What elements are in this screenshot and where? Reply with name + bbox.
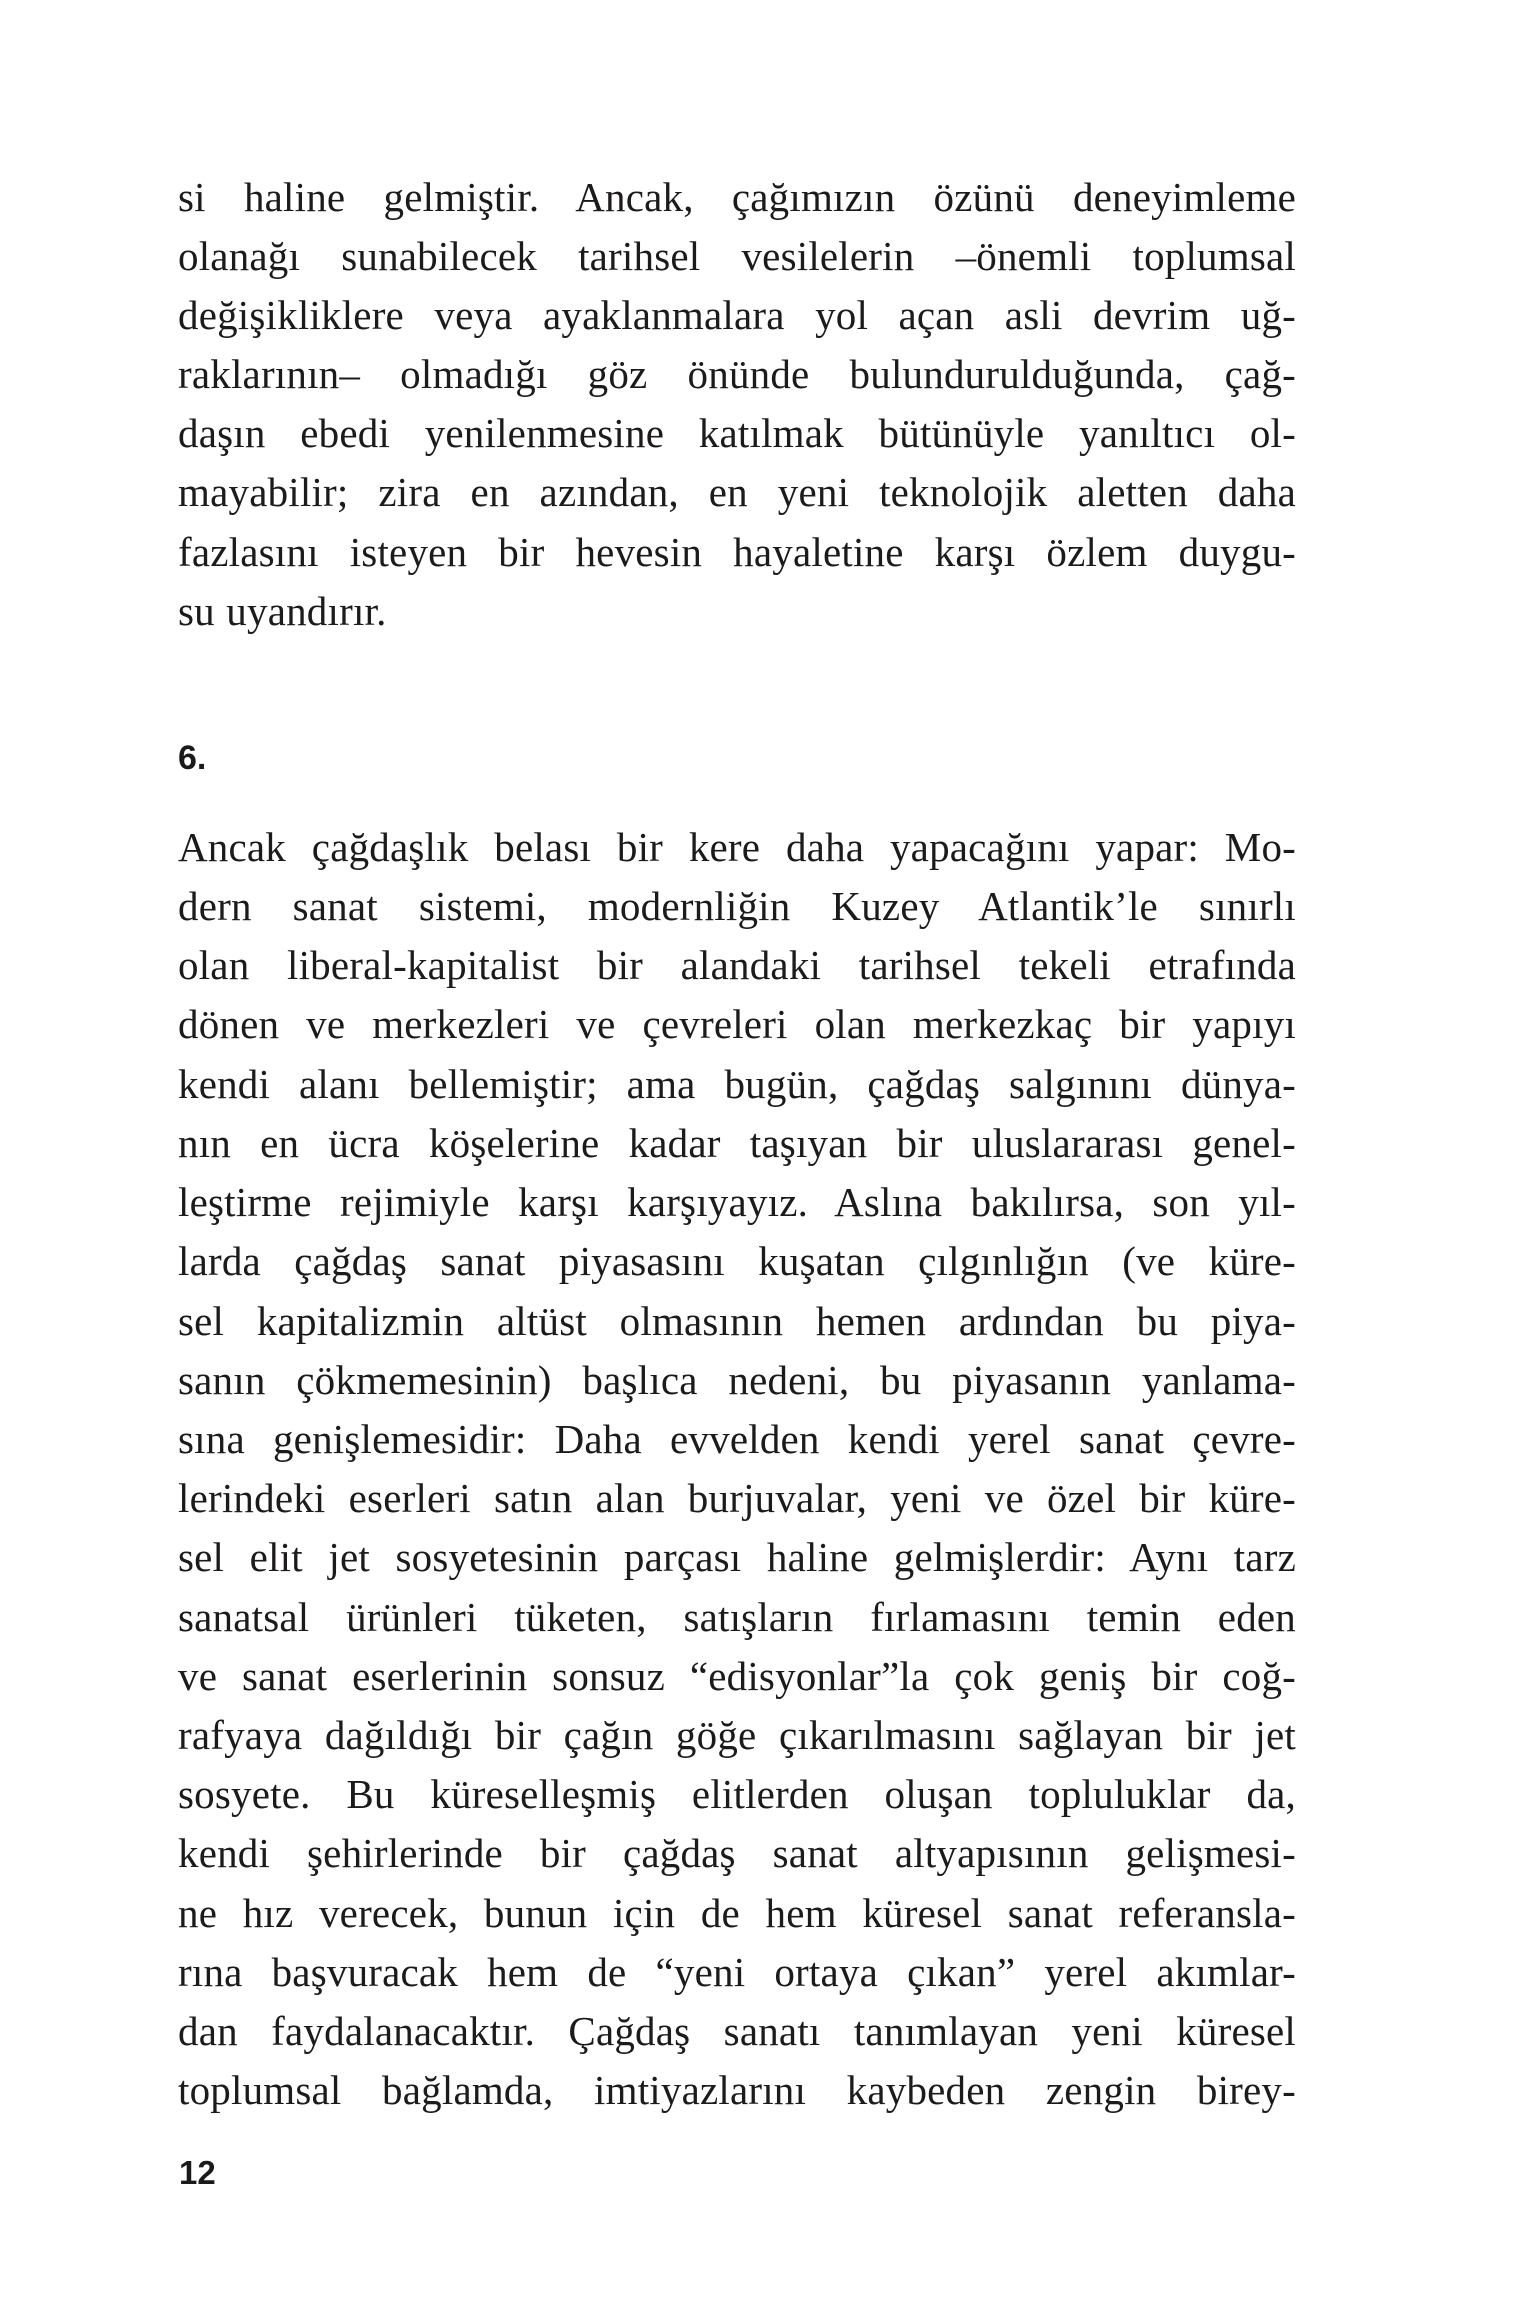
text-line: Ancak çağdaşlık belası bir kere daha yapacağını yapar: Mo- (178, 824, 1296, 870)
text-line: sına genişlemesidir: Daha evvelden kendi yerel sanat çevre- (178, 1416, 1296, 1462)
text-line: mayabilir; zira en azından, en yeni teknolojik aletten daha (178, 469, 1296, 515)
text-line: sanın çökmemesinin) başlıca nedeni, bu piyasanın yanlama- (178, 1357, 1296, 1403)
text-line: nın en ücra köşelerine kadar taşıyan bir uluslararası genel- (178, 1120, 1296, 1166)
text-line: daşın ebedi yenilenmesine katılmak bütünüyle yanıltıcı ol- (178, 410, 1296, 456)
text-line: dern sanat sistemi, modernliğin Kuzey Atlantik’le sınırlı (178, 883, 1296, 929)
text-line: sosyete. Bu küreselleşmiş elitlerden oluşan topluluklar da, (178, 1771, 1296, 1817)
text-line: sel elit jet sosyetesinin parçası haline gelmişlerdir: Aynı tarz (178, 1534, 1296, 1580)
text-line: ve sanat eserlerinin sonsuz “edisyonlar”la çok geniş bir coğ- (178, 1653, 1296, 1699)
text-line: rına başvuracak hem de “yeni ortaya çıkan” yerel akımlar- (178, 1949, 1296, 1995)
text-line: si haline gelmiştir. Ancak, çağımızın özünü deneyimleme (178, 174, 1296, 220)
text-line: raklarının– olmadığı göz önünde bulundurulduğunda, çağ- (178, 351, 1296, 397)
section-heading: 6. (178, 739, 207, 777)
text-line: rafyaya dağıldığı bir çağın göğe çıkarılmasını sağlayan bir jet (178, 1712, 1296, 1758)
text-line: kendi şehirlerinde bir çağdaş sanat altyapısının gelişmesi- (178, 1830, 1296, 1876)
text-line: olan liberal-kapitalist bir alandaki tarihsel tekeli etrafında (178, 942, 1296, 988)
text-line: ne hız verecek, bunun için de hem küresel sanat referansla- (178, 1890, 1296, 1936)
text-line: leştirme rejimiyle karşı karşıyayız. Aslına bakılırsa, son yıl- (178, 1179, 1296, 1225)
text-line: fazlasını isteyen bir hevesin hayaletine karşı özlem duygu- (178, 529, 1296, 575)
text-line: dan faydalanacaktır. Çağdaş sanatı tanımlayan yeni küresel (178, 2008, 1296, 2054)
text-line: toplumsal bağlamda, imtiyazlarını kaybeden zengin birey- (178, 2067, 1296, 2113)
text-line: olanağı sunabilecek tarihsel vesilelerin –önemli toplumsal (178, 233, 1296, 279)
page-number: 12 (179, 2154, 216, 2191)
text-line: değişikliklere veya ayaklanmalara yol açan asli devrim uğ- (178, 292, 1296, 338)
text-line: sanatsal ürünleri tüketen, satışların fırlamasını temin eden (178, 1594, 1296, 1640)
text-line: kendi alanı bellemiştir; ama bugün, çağdaş salgınını dünya- (178, 1061, 1296, 1107)
text-line-paragraph-end: su uyandırır. (178, 588, 387, 634)
text-line: larda çağdaş sanat piyasasını kuşatan çılgınlığın (ve küre- (178, 1238, 1296, 1284)
text-line: dönen ve merkezleri ve çevreleri olan merkezkaç bir yapıyı (178, 1001, 1296, 1047)
text-line: sel kapitalizmin altüst olmasının hemen ardından bu piya- (178, 1298, 1296, 1344)
text-line: lerindeki eserleri satın alan burjuvalar, yeni ve özel bir küre- (178, 1475, 1296, 1521)
